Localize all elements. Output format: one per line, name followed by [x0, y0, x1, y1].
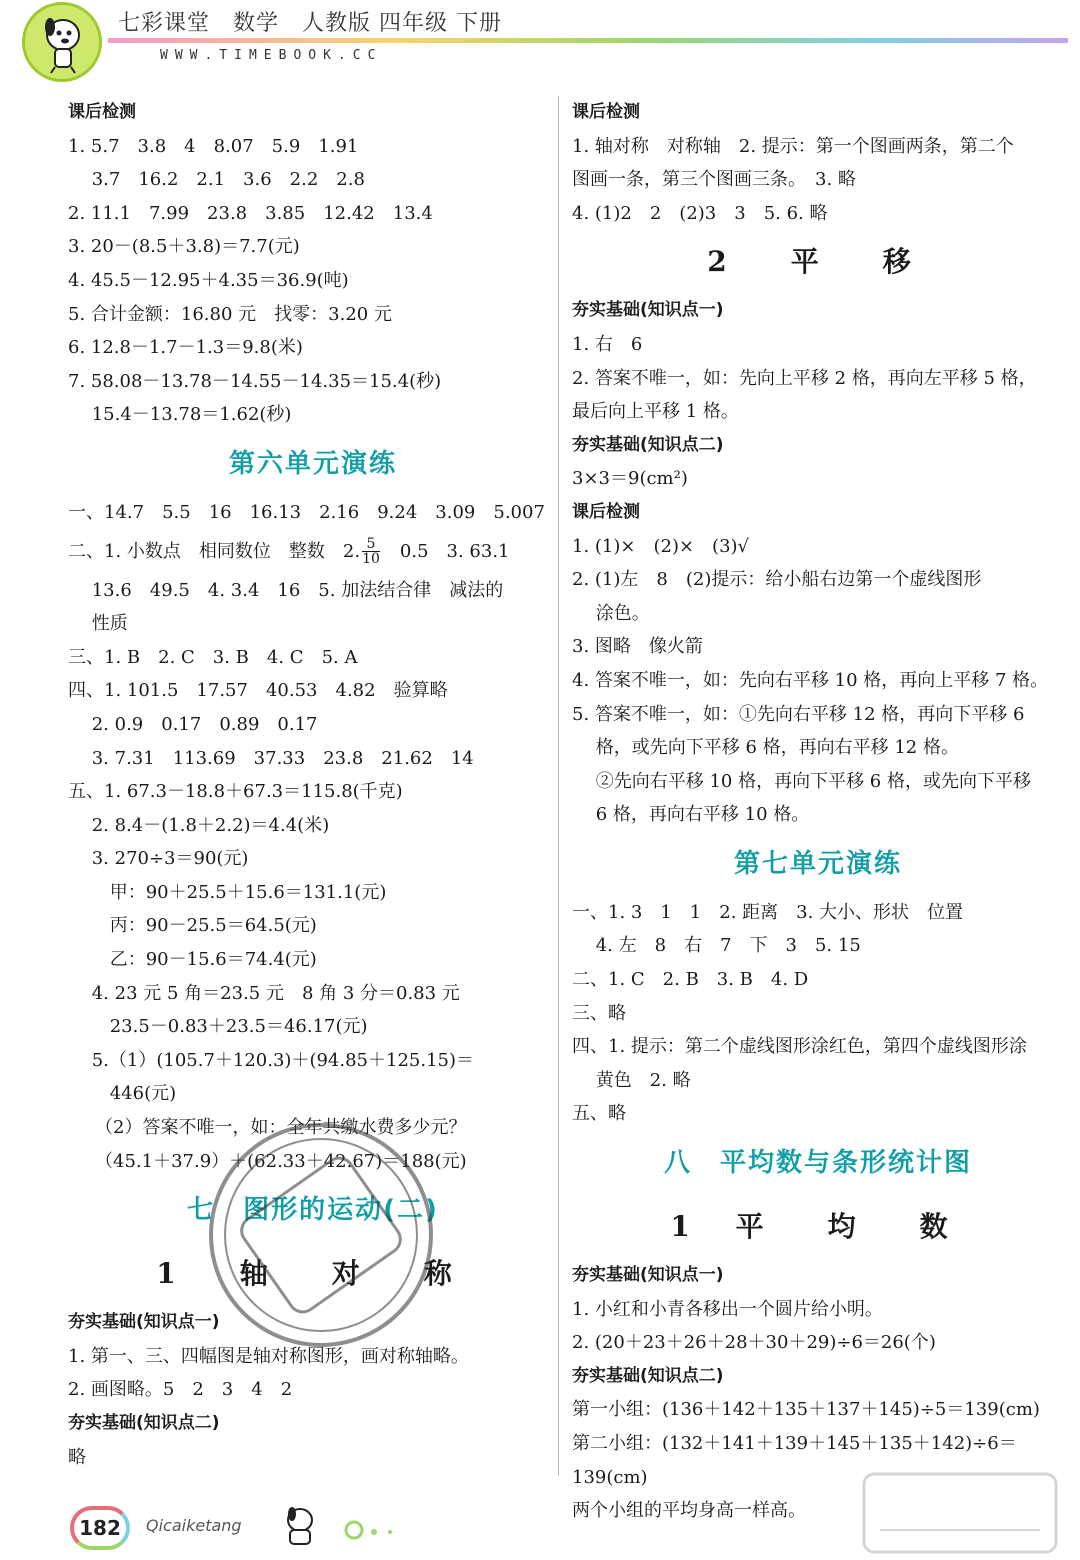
section-heading: 第七单元演练	[733, 848, 902, 879]
answer-line: 图画一条，第三个图画三条。 3. 略	[572, 169, 856, 191]
answer-line: 4. 答案不唯一，如：先向右平移 10 格，再向上平移 7 格。	[572, 669, 1049, 691]
answer-line: 三、略	[572, 1002, 626, 1024]
section-heading: 第六单元演练	[228, 448, 397, 479]
answer-line: 3.7 16.2 2.1 3.6 2.2 2.8	[68, 169, 365, 191]
answer-line: 乙：90－15.6＝74.4(元)	[68, 949, 317, 971]
answer-line: 1. (1)× (2)× (3)√	[572, 535, 750, 557]
section-heading: 2 平 移	[707, 245, 929, 279]
fraction	[362, 537, 380, 566]
section-heading: 七 图形的运动(二)	[187, 1195, 439, 1226]
answer-line: 性质	[68, 613, 128, 635]
section-heading: 1 轴 对 称	[156, 1257, 470, 1291]
answer-line: 最后向上平移 1 格。	[572, 401, 739, 423]
book-title: 七彩课堂 数学 人教版 四年级 下册	[118, 11, 502, 36]
answer-line: 五、略	[572, 1103, 626, 1125]
answer-line: 1. 小红和小青各移出一个圆片给小明。	[572, 1298, 883, 1320]
subsection-label: 夯实基础(知识点一)	[572, 300, 724, 321]
answer-line: 三、1. B 2. C 3. B 4. C 5. A	[68, 646, 358, 668]
fraction-numerator: 5	[362, 537, 380, 552]
answer-line: 略	[68, 1446, 86, 1468]
answer-line: 第一小组：(136＋142＋135＋137＋145)÷5＝139(cm)	[572, 1399, 1040, 1421]
answer-line: 四、1. 提示：第二个虚线图形涂红色，第四个虚线图形涂	[572, 1036, 1027, 1058]
answer-line: 一、14.7 5.5 16 16.13 2.16 9.24 3.09 5.007	[68, 501, 545, 523]
answer-line: 2. 画图略。5 2 3 4 2	[68, 1379, 293, 1401]
site-watermark-icon	[860, 1470, 1060, 1556]
answer-line: 四、1. 101.5 17.57 40.53 4.82 验算略	[68, 680, 448, 702]
answer-line: 5.（1）(105.7＋120.3)＋(94.85＋125.15)＝	[68, 1049, 475, 1071]
answer-text: 二、1. 小数点 相同数位 整数 2.	[68, 540, 361, 562]
answer-line: 446(元)	[68, 1083, 177, 1105]
answer-line: 1. 右 6	[572, 333, 643, 355]
answer-line: 139(cm)	[572, 1466, 648, 1488]
page-footer	[70, 1500, 670, 1560]
answer-line: 3×3＝9(cm²)	[572, 468, 688, 490]
subsection-label: 夯实基础(知识点二)	[572, 1365, 724, 1386]
answer-line: 丙：90－25.5＝64.5(元)	[68, 915, 317, 937]
website-url: WWW.TIMEBOOK.CC	[160, 48, 383, 63]
subsection-label: 夯实基础(知识点一)	[68, 1312, 220, 1333]
answer-line: 二、1. C 2. B 3. B 4. D	[572, 969, 809, 991]
answer-line: 4. 23 元 5 角＝23.5 元 8 角 3 分＝0.83 元	[68, 982, 460, 1004]
answer-line: 2. 0.9 0.17 0.89 0.17	[68, 713, 318, 735]
mascot-logo-icon	[22, 2, 102, 82]
answer-line: 1. 5.7 3.8 4 8.07 5.9 1.91	[68, 135, 359, 157]
subsection-label: 夯实基础(知识点二)	[68, 1413, 220, 1433]
answer-line: （45.1＋37.9）＋(62.33＋42.67)＝188(元)	[68, 1150, 467, 1172]
fraction-denominator: 10	[362, 551, 380, 568]
answer-line: 1. 第一、三、四幅图是轴对称图形，画对称轴略。	[68, 1345, 469, 1367]
answer-line: 涂色。	[572, 602, 650, 624]
answer-line: 1. 轴对称 对称轴 2. 提示：第一个图画两条，第二个	[572, 135, 1014, 157]
answer-line: 4. 左 8 右 7 下 3 5. 15	[572, 935, 861, 957]
answer-line: 4. 45.5－12.95＋4.35＝36.9(吨)	[68, 269, 349, 291]
subsection-label: 课后检测	[572, 102, 640, 122]
answer-line: 3. 图略 像火箭	[572, 636, 703, 658]
answer-line: 3. 20－(8.5＋3.8)＝7.7(元)	[68, 236, 300, 258]
answer-line: 格，或先向下平移 6 格，再向右平移 12 格。	[572, 737, 959, 759]
section-heading: 1 平 均 数	[670, 1210, 966, 1244]
mascot-footer-icon	[270, 1500, 410, 1556]
answer-line: 2. 11.1 7.99 23.8 3.85 12.42 13.4	[68, 202, 433, 224]
header-rainbow-divider	[108, 38, 1068, 43]
answer-line: 2. 8.4－(1.8＋2.2)＝4.4(米)	[68, 814, 330, 836]
answer-line: 2. (1)左 8 (2)提示：给小船右边第一个虚线图形	[572, 569, 982, 591]
answer-line: 3. 270÷3＝90(元)	[68, 848, 249, 870]
answer-line: 4. (1)2 2 (2)3 3 5. 6. 略	[572, 202, 828, 224]
answer-text: 0.5 3. 63.1	[381, 540, 510, 562]
column-divider	[558, 96, 559, 1476]
answer-line: 5. 答案不唯一，如：①先向右平移 12 格，再向下平移 6	[572, 703, 1025, 725]
answer-line: 一、1. 3 1 1 2. 距离 3. 大小、形状 位置	[572, 901, 964, 923]
answer-line: 3. 7.31 113.69 37.33 23.8 21.62 14	[68, 747, 474, 769]
subsection-label: 课后检测	[68, 102, 136, 122]
answer-line: 13.6 49.5 4. 3.4 16 5. 加法结合律 减法的	[68, 579, 504, 601]
answer-line: 23.5－0.83＋23.5＝46.17(元)	[68, 1016, 368, 1038]
section-heading: 八 平均数与条形统计图	[663, 1148, 972, 1179]
answer-line: 黄色 2. 略	[572, 1069, 691, 1091]
answer-line: 第二小组：(132＋141＋139＋145＋135＋142)÷6＝	[572, 1433, 1017, 1454]
answer-line: 15.4－13.78＝1.62(秒)	[68, 404, 292, 426]
answer-line	[68, 530, 558, 574]
answer-line: （2）答案不唯一，如：全年共缴水费多少元？	[68, 1117, 467, 1139]
subsection-label: 课后检测	[572, 501, 640, 522]
subsection-label: 夯实基础(知识点一)	[572, 1265, 724, 1286]
answer-line: 6. 12.8－1.7－1.3＝9.8(米)	[68, 337, 303, 359]
answer-line: 2. (20＋23＋26＋28＋30＋29)÷6＝26(个)	[572, 1332, 936, 1354]
left-answer-column	[68, 96, 558, 1474]
right-answer-column	[572, 96, 1064, 1528]
answer-line: 5. 合计金额：16.80 元 找零：3.20 元	[68, 303, 392, 325]
answer-line: 2. 答案不唯一，如：先向上平移 2 格，再向左平移 5 格，	[572, 367, 1037, 389]
page-number: 182	[70, 1506, 130, 1550]
answer-line: 五、1. 67.3－18.8＋67.3＝115.8(千克)	[68, 781, 403, 803]
page-header	[0, 0, 1080, 80]
answer-line: 两个小组的平均身高一样高。	[572, 1500, 806, 1522]
answer-line: 7. 58.08－13.78－14.55－14.35＝15.4(秒)	[68, 370, 442, 392]
answer-line: 6 格，再向右平移 10 格。	[572, 804, 810, 826]
subsection-label: 夯实基础(知识点二)	[572, 434, 724, 455]
answer-line: 甲：90＋25.5＋15.6＝131.1(元)	[68, 881, 387, 903]
brand-name: Qicaiketang	[146, 1516, 242, 1535]
answer-line: ②先向右平移 10 格，再向下平移 6 格，或先向下平移	[572, 770, 1031, 792]
